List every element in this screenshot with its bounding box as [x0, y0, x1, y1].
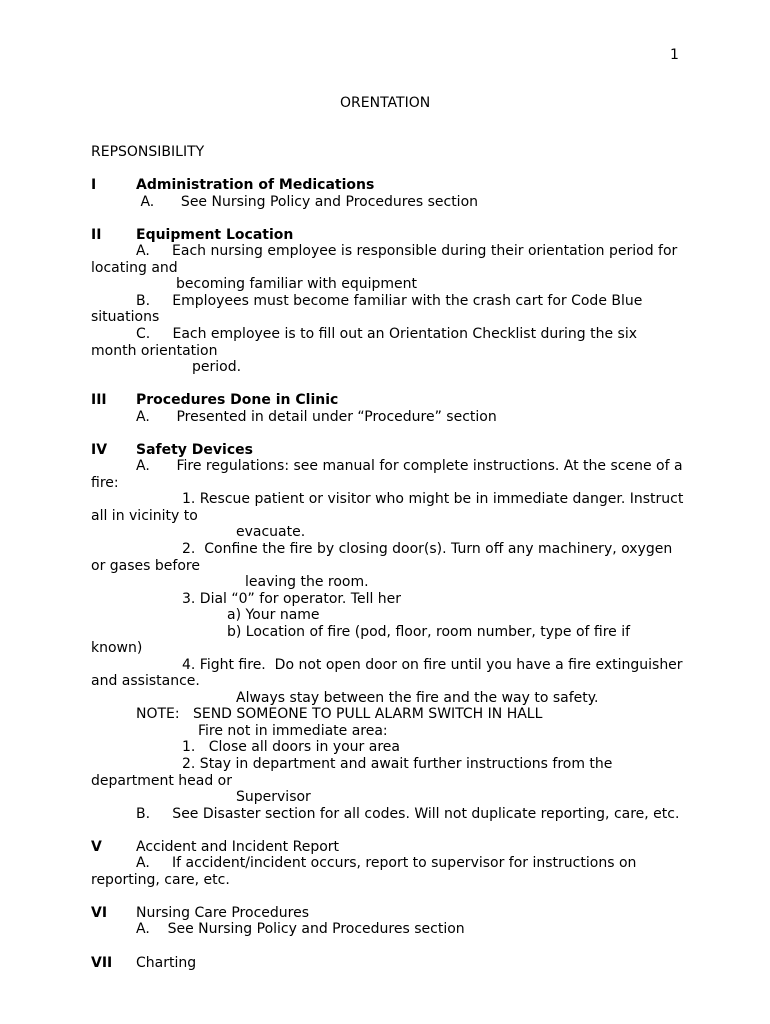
section-iv-line-15: Always stay between the fire and the way to safety. — [236, 690, 599, 706]
section-numeral-iv: IV — [91, 442, 108, 458]
section-numeral-i: I — [91, 177, 97, 193]
section-iv-line-3: 1. Rescue patient or visitor who might be in immediate danger. Instruct — [182, 491, 684, 507]
section-iv-line-6: 2. Confine the fire by closing door(s). Turn off any machinery, oxygen — [182, 541, 673, 557]
section-title-i: Administration of Medications — [136, 177, 375, 193]
section-iv-line-5: evacuate. — [236, 524, 306, 540]
section-iv-line-12: known) — [91, 640, 143, 656]
section-iv-line-14: and assistance. — [91, 673, 200, 689]
page-title: ORENTATION — [340, 95, 431, 111]
section-iv-line-17: Fire not in immediate area: — [198, 723, 388, 739]
section-vi-line-1: A. See Nursing Policy and Procedures section — [136, 921, 465, 937]
section-numeral-v: V — [91, 839, 102, 855]
section-ii-line-6: C. Each employee is to fill out an Orientation Checklist during the six — [136, 326, 638, 342]
section-iv-line-10: a) Your name — [227, 607, 320, 623]
section-title-ii: Equipment Location — [136, 227, 294, 243]
section-iv-line-16: NOTE: SEND SOMEONE TO PULL ALARM SWITCH IN HALL — [136, 706, 543, 722]
section-numeral-vii: VII — [91, 955, 113, 971]
section-iv-line-22: B. See Disaster section for all codes. Will not duplicate reporting, care, etc. — [136, 806, 680, 822]
section-iv-line-8: leaving the room. — [245, 574, 369, 590]
section-title-vi: Nursing Care Procedures — [136, 905, 309, 921]
section-numeral-ii: II — [91, 227, 102, 243]
section-title-iv: Safety Devices — [136, 442, 253, 458]
section-iv-line-1: A. Fire regulations: see manual for complete instructions. At the scene of a — [136, 458, 683, 474]
page-number: 1 — [670, 47, 679, 63]
section-title-iii: Procedures Done in Clinic — [136, 392, 339, 408]
section-iv-line-9: 3. Dial “0” for operator. Tell her — [182, 591, 402, 607]
section-iv-line-2: fire: — [91, 475, 119, 491]
section-iv-line-19: 2. Stay in department and await further instructions from the — [182, 756, 613, 772]
section-iv-line-18: 1. Close all doors in your area — [182, 739, 400, 755]
section-iv-line-7: or gases before — [91, 558, 200, 574]
section-ii-line-2: locating and — [91, 260, 178, 276]
section-v-line-1: A. If accident/incident occurs, report to supervisor for instructions on — [136, 855, 637, 871]
section-ii-line-8: period. — [192, 359, 242, 375]
section-v-line-2: reporting, care, etc. — [91, 872, 230, 888]
section-title-vii: Charting — [136, 955, 197, 971]
section-numeral-vi: VI — [91, 905, 108, 921]
section-ii-line-1: A. Each nursing employee is responsible during their orientation period for — [136, 243, 678, 259]
section-ii-line-3: becoming familiar with equipment — [176, 276, 418, 292]
section-ii-line-4: B. Employees must become familiar with the crash cart for Code Blue — [136, 293, 643, 309]
section-title-v: Accident and Incident Report — [136, 839, 340, 855]
section-iv-line-20: department head or — [91, 773, 232, 789]
section-iv-line-4: all in vicinity to — [91, 508, 198, 524]
section-iv-line-21: Supervisor — [236, 789, 311, 805]
section-ii-line-5: situations — [91, 309, 160, 325]
section-i-line-1: A. See Nursing Policy and Procedures section — [136, 194, 479, 210]
section-ii-line-7: month orientation — [91, 343, 218, 359]
section-heading: REPSONSIBILITY — [91, 144, 205, 160]
section-numeral-iii: III — [91, 392, 107, 408]
section-iv-line-13: 4. Fight fire. Do not open door on fire until you have a fire extinguisher — [182, 657, 683, 673]
section-iii-line-1: A. Presented in detail under “Procedure” section — [136, 409, 497, 425]
section-iv-line-11: b) Location of fire (pod, floor, room number, type of fire if — [227, 624, 631, 640]
